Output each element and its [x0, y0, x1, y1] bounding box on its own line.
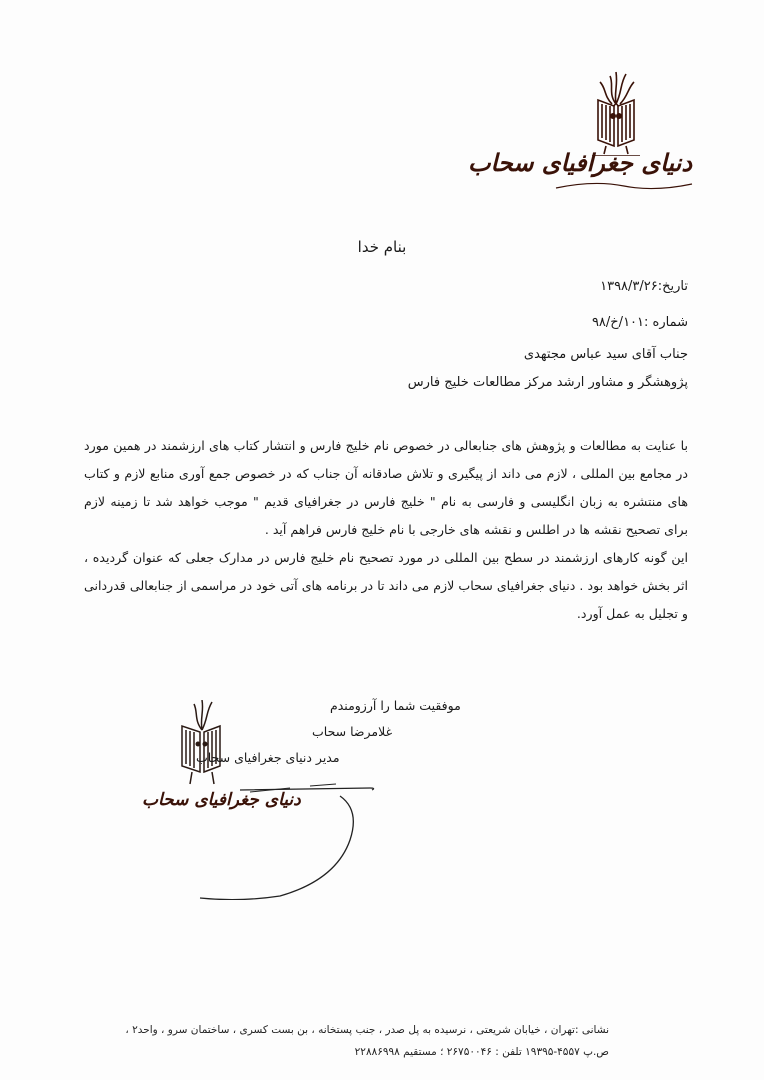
footer-contact: ص.پ ۴۵۵۷-۱۹۳۹۵ تلفن : ۲۶۷۵۰۰۴۶ ؛ مستقیم ۲۲۸۸۶۹۹۸	[354, 1046, 609, 1058]
letter-number: شماره :۱۰۱/خ/۹۸	[591, 315, 688, 330]
body-paragraph-1: با عنایت به مطالعات و پژوهش های جنابعالی در خصوص نام خلیج فارس و انتشار کتاب های ارزشمند در همین مورد در مجامع بین المللی ، لازم می داند از پیگیری و تلاش صادقانه آن جناب که در خصوص جمع آوری منابع لازم و کتاب های منتشره به زبان انگلیسی و فارسی به نام " خلیج فارس در جغرافیای قدیم " موجب خواهد شد تا زمینه لازم برای تصحیح نقشه ها در اطلس و نقشه های خارجی با نام خلیج فارس فراهم آید .	[84, 438, 688, 537]
letter-date: تاریخ:۱۳۹۸/۳/۲۶	[600, 279, 688, 294]
addressee-title: پژوهشگر و مشاور ارشد مرکز مطالعات خلیج فارس	[407, 375, 688, 390]
letter-body	[84, 432, 688, 628]
addressee-name: جناب آقای سید عباس مجتهدی	[523, 347, 688, 362]
basmala-heading: بنام خدا	[357, 238, 407, 256]
signer-title: مدیر دنیای جغرافیای سحاب	[196, 750, 340, 765]
signer-name: غلامرضا سحاب	[312, 724, 393, 739]
body-paragraph-2: این گونه کارهای ارزشمند در سطح بین المللی در مورد تصحیح نام خلیج فارس در مدارک جعلی که عنوان گردیده ، اثر بخش خواهد بود . دنیای جغرافیای سحاب لازم می داند تا در برنامه های آتی خود در مراسمی از جنابعالی قدردانی و تجلیل به عمل آورد.	[84, 550, 688, 621]
letterhead-brand-name: دنیای جغرافیای سحاب	[467, 148, 692, 177]
book-flame-emblem-icon	[584, 70, 648, 156]
letterhead-underline	[554, 178, 694, 196]
closing-wish: موفقیت شما را آرزومندم	[330, 698, 461, 713]
stamp-brand-name: دنیای جغرافیای سحاب	[142, 790, 301, 810]
footer-address: نشانی :تهران ، خیابان شریعتی ، نرسیده به پل صدر ، جنب پستخانه ، بن بست کسری ، ساختمان سرو ، واحد۲ ،	[125, 1024, 609, 1036]
handwritten-signature-icon	[140, 770, 380, 900]
